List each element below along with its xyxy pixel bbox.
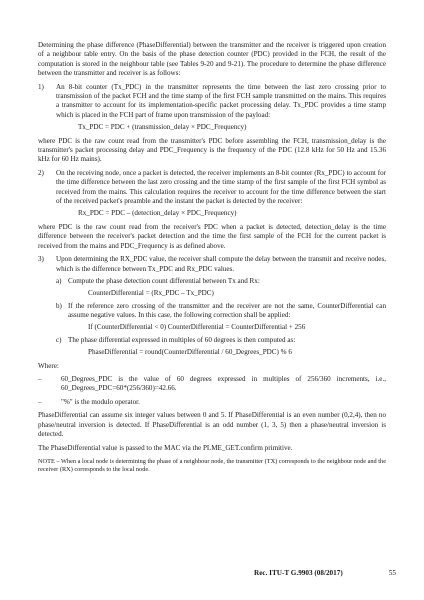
sub-item-text: Compute the phase detection count differential between Tx and Rx: bbox=[68, 277, 260, 286]
list-number: 1) bbox=[38, 82, 44, 91]
document-body bbox=[38, 41, 386, 474]
sub-item-label: c) bbox=[56, 335, 62, 344]
equation-rx-pdc: Rx_PDC = PDC – (detection_delay × PDC_Frequency) bbox=[78, 209, 237, 218]
dash-bullet: – bbox=[38, 397, 42, 406]
sub-item-c bbox=[56, 336, 386, 358]
list-number: 2) bbox=[38, 169, 44, 178]
item-2-explanation: where PDC is the raw count read from the receiver's PDC when a packet is detected, detection_delay is the time difference between the receiver's packet detection and the time the first sample of the FCH for the current packet is received from the mains and PDC_Frequency is as defined above. bbox=[38, 223, 386, 250]
equation-correction: If (CounterDifferential < 0) CounterDifferential = CounterDifferential + 256 bbox=[88, 323, 306, 332]
list-item-2 bbox=[38, 169, 386, 218]
where-label: Where: bbox=[38, 361, 59, 370]
recommendation-reference: Rec. ITU-T G.9903 (08/2017) bbox=[254, 569, 343, 577]
definition-item bbox=[38, 398, 386, 407]
sub-item-label: a) bbox=[56, 277, 62, 286]
dash-bullet: – bbox=[38, 374, 42, 383]
page-footer bbox=[254, 569, 396, 577]
sub-item-a bbox=[56, 277, 386, 299]
list-number: 3) bbox=[38, 255, 44, 264]
sub-item-text: If the reference zero crossing of the transmitter and the receiver are not the same, CounterDifferential can assume negative values. In this case, the following correction shall be applied: bbox=[68, 301, 386, 319]
definition-item bbox=[38, 375, 386, 394]
page-number: 55 bbox=[388, 569, 396, 577]
definition-text: 60_Degrees_PDC is the value of 60 degrees expressed in multiples of 256/360 increments, i.e., 60_Degrees_PDC=60*(256/360)=42.66. bbox=[61, 374, 386, 393]
sub-item-text: The phase differential expressed in multiples of 60 degrees is then computed as: bbox=[68, 335, 296, 344]
intro-paragraph: Determining the phase difference (PhaseDifferential) between the transmitter and the receiver is triggered upon creation of a neighbour table entry. On the basis of the phase detection counter (PDC) provided in the FCH, the result of the computation is stored in the neighbour table (see Tables 9-20 and 9-21). The procedure to determine the phase difference between the transmitter and receiver is as follows: bbox=[38, 41, 386, 77]
phase-differential-paragraph: PhaseDifferential can assume six integer values between 0 and 5. If PhaseDifferential is an even number (0,2,4), then no phase/neutral inversion is detected. If PhaseDifferential is an odd number (1, 3, 5) then a phase/neutral inversion is detected. bbox=[38, 411, 386, 438]
list-item-1 bbox=[38, 83, 386, 132]
item-text: On the receiving node, once a packet is detected, the receiver implements an 8-bit counter (Rx_PDC) to account for the time difference between the last zero crossing and the time stamp of the first sample of the first FCH symbol as received from the mains. This calculation requires the receiver to account for the time difference between the start of the received packet's preamble and the instant the packet is detected by the receiver: bbox=[56, 169, 386, 205]
item-text: Upon determining the RX_PDC value, the receiver shall compute the delay between the transmit and receive nodes, which is the difference between Tx_PDC and Rx_PDC values. bbox=[56, 255, 386, 273]
sub-item-label: b) bbox=[56, 301, 62, 310]
equation-phase-differential: PhaseDifferential = round(CounterDifferential / 60_Degrees_PDC) % 6 bbox=[88, 347, 292, 356]
plme-paragraph: The PhaseDifferential value is passed to the MAC via the PLME_GET.confirm primitive. bbox=[38, 443, 293, 452]
sub-item-b bbox=[56, 302, 386, 333]
equation-tx-pdc: Tx_PDC = PDC + (transmission_delay × PDC_Frequency) bbox=[78, 122, 247, 131]
item-text: An 8-bit counter (Tx_PDC) in the transmitter represents the time between the last zero crossing prior to transmission of the packet FCH and the time stamp of the first FCH sample transmitted on the mains. This requires a transmitter to account for its implementation-specific packet processing delay. Tx_PDC provides a time stamp which is placed in the FCH part of frame upon transmission of the payload: bbox=[56, 82, 386, 119]
item-1-explanation: where PDC is the raw count read from the transmitter's PDC before assembling the FCH, transmission_delay is the transmitter's packet processing delay and PDC_Frequency is the frequency of the PDC (12.8 kHz for 50 Hz and 15.36 kHz for 60 Hz mains). bbox=[38, 136, 386, 164]
list-item-3 bbox=[38, 255, 386, 357]
equation-counter-differential: CounterDifferential = (Rx_PDC – Tx_PDC) bbox=[88, 289, 214, 298]
note: NOTE – When a local node is determining the phase of a neighbour node, the transmitter (TX) corresponds to the neighbour node and the receiver (RX) corresponds to the local node. bbox=[38, 457, 386, 474]
definition-text: "%" is the modulo operator. bbox=[61, 397, 140, 406]
